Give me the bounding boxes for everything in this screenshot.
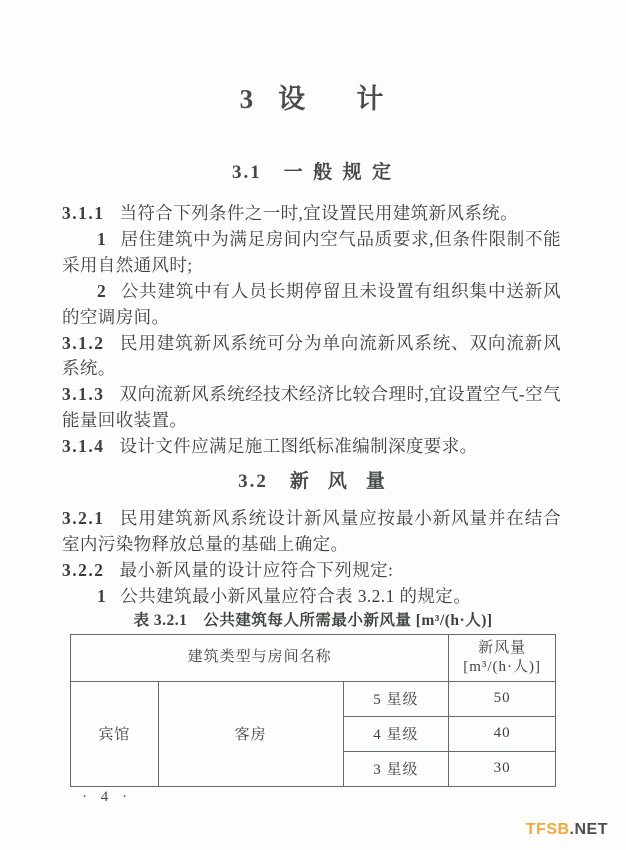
section-heading-3-2 (62, 469, 561, 494)
table-caption: 表 3.2.1 公共建筑每人所需最小新风量 [m³/(h·人)] (133, 611, 493, 629)
clause-number: 3.2.2 (62, 559, 105, 580)
clause-text: 设计文件应满足施工图纸标准编制深度要求。 (119, 436, 478, 457)
cell-grade: 5 星级 (343, 681, 449, 716)
clause-text: 当符合下列条件之一时,宜设置民用建筑新风系统。 (119, 203, 519, 223)
clause-3-1-3 (62, 382, 561, 434)
chapter-title-text: 设计 (278, 84, 435, 114)
item-text: 居住建筑中为满足房间内空气品质要求,但条件限制不能采用自然通风时; (62, 228, 561, 275)
chapter-number: 3 (239, 84, 255, 114)
section-heading-3-1 (62, 160, 561, 185)
table-header-row (71, 634, 556, 681)
clause-text: 最小新风量的设计应符合下列规定: (119, 559, 394, 580)
clause-text: 民用建筑新风系统设计新风量应按最小新风量并在结合室内污染物释放总量的基础上确定。 (62, 508, 561, 554)
item-number: 1 (97, 585, 108, 606)
air-volume-unit: [m³/(h·人)] (463, 658, 542, 675)
cell-value: 40 (449, 716, 556, 751)
watermark-suffix: .NET (569, 821, 608, 838)
cell-room: 客房 (158, 681, 343, 786)
section-title: 新风量 (289, 471, 404, 493)
clause-number: 3.2.1 (62, 508, 105, 529)
document-page (62, 82, 561, 787)
clause-3-1-1 (62, 201, 561, 227)
table-row (71, 681, 556, 716)
clause-3-2-2-item-1 (62, 584, 561, 610)
clause-number: 3.1.2 (62, 332, 105, 353)
cell-value: 50 (449, 681, 556, 716)
clause-3-1-1-item-2 (62, 279, 561, 331)
clause-text: 双向流新风系统经技术经济比较合理时,宜设置空气-空气能量回收装置。 (62, 384, 561, 431)
header-cell-building-type: 建筑类型与房间名称 (71, 634, 449, 681)
clause-3-1-4 (62, 434, 561, 460)
page-number: · 4 · (82, 789, 132, 805)
table-3-2-1 (70, 634, 556, 787)
section-number: 3.1 (231, 162, 262, 183)
watermark-brand: TFSB (525, 821, 570, 838)
item-text: 公共建筑中有人员长期停留且未设置有组织集中送新风的空调房间。 (62, 280, 561, 327)
section-title: 一般规定 (283, 162, 402, 183)
clause-text: 民用建筑新风系统可分为单向流新风系统、双向流新风系统。 (62, 332, 561, 379)
air-volume-label: 新风量 (478, 639, 527, 656)
clause-3-1-2 (62, 331, 561, 383)
chapter-title (62, 82, 561, 116)
header-cell-air-volume (449, 634, 556, 681)
item-number: 2 (97, 280, 108, 301)
cell-building: 宾馆 (71, 681, 159, 786)
cell-value: 30 (449, 751, 556, 786)
section-number: 3.2 (238, 471, 268, 493)
cell-grade: 3 星级 (343, 751, 449, 786)
watermark (526, 821, 608, 839)
clause-number: 3.1.4 (62, 436, 105, 457)
clause-3-2-1 (62, 506, 561, 558)
clause-3-2-2 (62, 558, 561, 584)
clause-number: 3.1.3 (62, 384, 105, 405)
clause-3-1-1-item-1 (62, 227, 561, 279)
clause-number: 3.1.1 (62, 203, 105, 223)
item-text: 公共建筑最小新风量应符合表 3.2.1 的规定。 (120, 585, 472, 606)
cell-grade: 4 星级 (343, 716, 449, 751)
item-number: 1 (97, 228, 108, 249)
